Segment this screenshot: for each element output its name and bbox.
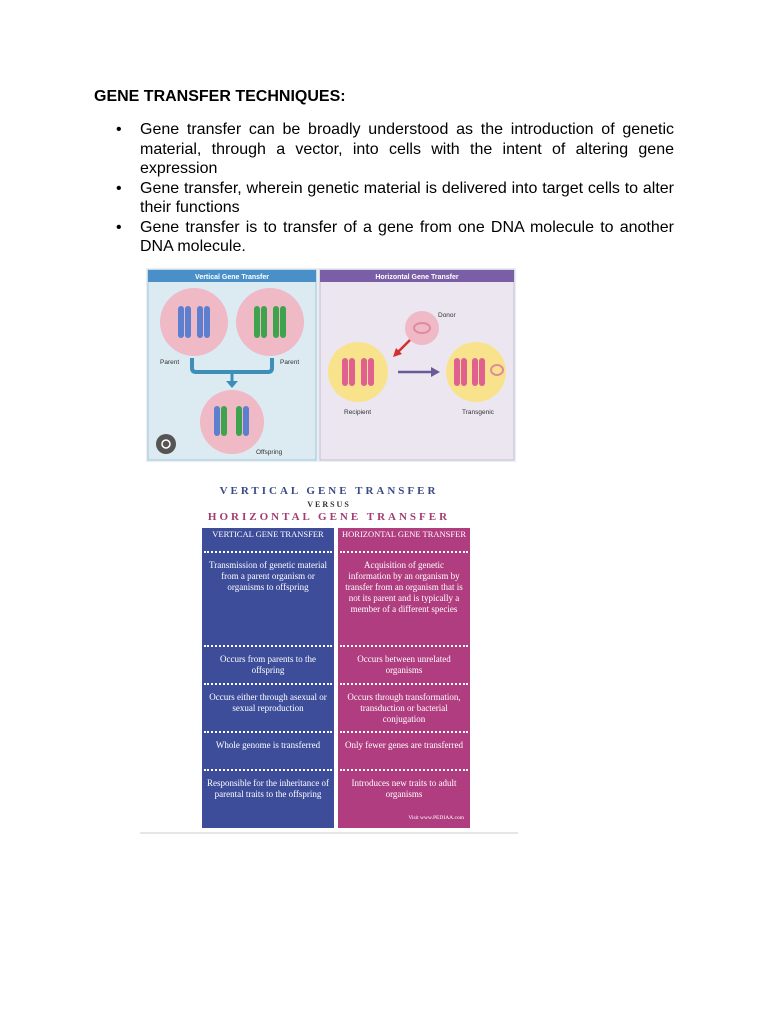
gene-transfer-illustration (146, 268, 516, 462)
vertical-column (202, 528, 334, 828)
parent-cell-left (160, 288, 228, 356)
donor-label: Donor (438, 312, 456, 319)
bullet-text: Gene transfer is to transfer of a gene from one DNA molecule to another DNA molecule. (140, 218, 674, 255)
transgenic-label: Transgenic (462, 409, 494, 416)
horizontal-row: Only fewer genes are transferred (345, 740, 463, 750)
row-divider (204, 551, 332, 553)
lens-icon (156, 434, 176, 454)
illustration-svg (146, 268, 516, 462)
donor-cell (405, 311, 439, 345)
vertical-column-header: VERTICAL GENE TRANSFER (212, 529, 324, 539)
row-divider (204, 769, 332, 771)
horizontal-row: Occurs between unrelated organisms (357, 654, 451, 675)
horizontal-title: Horizontal Gene Transfer (375, 274, 459, 281)
offspring-label: Offspring (256, 449, 283, 456)
bullet-text: Gene transfer, wherein genetic material is delivered into target cells to alter their functions (140, 179, 674, 216)
parent-left-label: Parent (160, 359, 180, 366)
offspring-cell (200, 390, 264, 454)
horizontal-column-header: HORIZONTAL GENE TRANSFER (342, 529, 466, 539)
horizontal-row: Occurs through transformation, transduction or bacterial conjugation (347, 692, 461, 724)
comparison-title-vertical: VERTICAL GENE TRANSFER (219, 485, 439, 497)
row-divider (340, 683, 468, 685)
bullet-dot-icon: • (116, 179, 122, 197)
row-divider (340, 731, 468, 733)
row-divider (340, 551, 468, 553)
comparison-title-horizontal: HORIZONTAL GENE TRANSFER (207, 511, 451, 523)
row-divider (340, 769, 468, 771)
recipient-label: Recipient (344, 409, 372, 416)
figure-bottom-rule (140, 832, 518, 834)
row-divider (204, 683, 332, 685)
row-divider (340, 645, 468, 647)
comparison-figure (140, 478, 518, 838)
horizontal-column (338, 528, 470, 828)
bullet-item (94, 120, 674, 179)
bullet-list (94, 120, 674, 257)
parent-right-label: Parent (280, 359, 300, 366)
comparison-title-versus: VERSUS (307, 500, 351, 509)
row-divider (204, 645, 332, 647)
row-divider (204, 731, 332, 733)
vertical-row: Responsible for the inheritance of parental traits to the offspring (207, 778, 329, 799)
vertical-title: Vertical Gene Transfer (195, 274, 269, 281)
bullet-dot-icon: • (116, 218, 122, 236)
bullet-text: Gene transfer can be broadly understood as the introduction of genetic material, through a vector, into cells with the intent of altering gene expression (140, 121, 674, 177)
parent-cell-right (236, 288, 304, 356)
recipient-cell (328, 342, 388, 402)
source-credit: Visit www.PEDIAA.com (408, 815, 464, 821)
vertical-row: Occurs either through asexual or sexual reproduction (209, 692, 327, 713)
bullet-dot-icon: • (116, 121, 122, 138)
vertical-row: Transmission of genetic material from a parent organism or organisms to offspring (209, 560, 327, 592)
bullet-item (94, 218, 674, 257)
horizontal-row: Introduces new traits to adult organisms (351, 778, 457, 799)
page-heading: GENE TRANSFER TECHNIQUES: (94, 88, 346, 105)
vertical-row: Occurs from parents to the offspring (220, 654, 316, 675)
bullet-item (94, 179, 674, 218)
horizontal-row: Acquisition of genetic information by an organism by transfer from an organism that is not its parent and is typically a member of a different species (345, 560, 463, 614)
vertical-row: Whole genome is transferred (215, 740, 321, 750)
